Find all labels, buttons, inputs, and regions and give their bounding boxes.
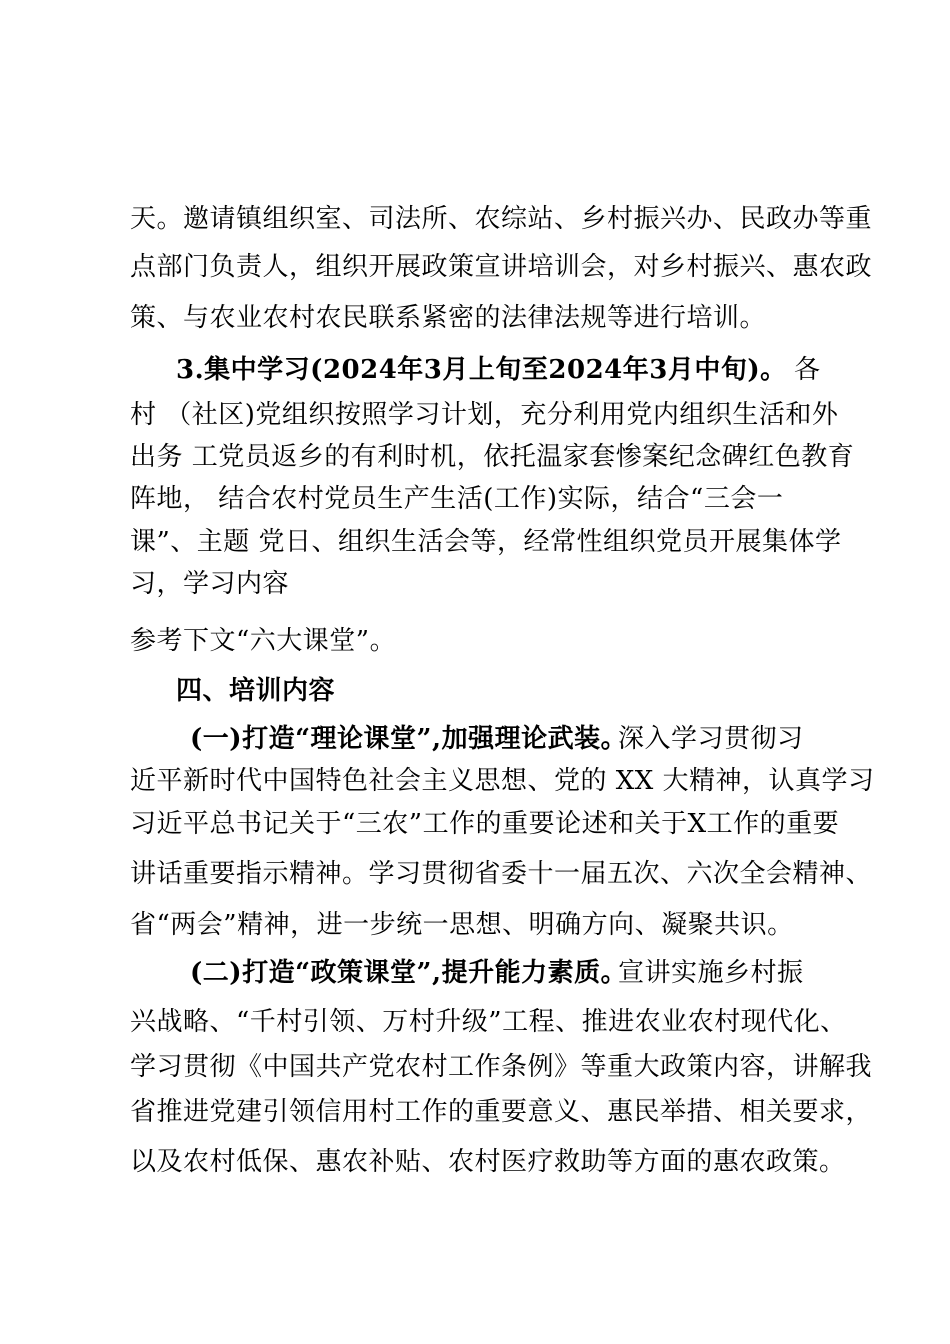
paragraph-line: 习，学习内容 — [130, 569, 290, 599]
subheading-policy-classroom: (二)打造“政策课堂”,提升能力素质。 — [190, 958, 628, 988]
paragraph-line: 近平新时代中国特色社会主义思想、党的 XX 大精神，认真学习 — [130, 766, 875, 796]
paragraph-line: 习近平总书记关于“三农”工作的重要论述和关于X工作的重要 — [130, 809, 840, 839]
paragraph-line: 学习贯彻《中国共产党农村工作条例》等重大政策内容，讲解我 — [130, 1052, 873, 1082]
paragraph-line: 出务 工党员返乡的有利时机，依托温家套惨案纪念碑红色教育 — [130, 442, 855, 472]
section-heading-collective-study: 3.集中学习(2024年3月上旬至2024年3月中旬)。 — [176, 355, 787, 385]
paragraph-text: 宣讲实施乡村振 — [618, 958, 804, 988]
paragraph-text: 深入学习贯彻习 — [618, 724, 804, 754]
paragraph-line: 省“两会”精神，进一步统一思想、明确方向、凝聚共识。 — [130, 910, 794, 940]
paragraph-line: 课”、主题 党日、组织生活会等，经常性组织党员开展集体学 — [130, 527, 842, 557]
paragraph-line: 点部门负责人，组织开展政策宣讲培训会，对乡村振兴、惠农政 — [130, 252, 873, 282]
paragraph-line: 以及农村低保、惠农补贴、农村医疗救助等方面的惠农政策。 — [130, 1147, 846, 1177]
paragraph-line: 阵地， 结合农村党员生产生活(工作)实际，结合“三会一 — [130, 484, 784, 514]
paragraph-line: 讲话重要指示精神。学习贯彻省委十一届五次、六次全会精神、 — [130, 859, 873, 889]
section-heading-training-content: 四、培训内容 — [176, 676, 336, 706]
paragraph-line: 天。邀请镇组织室、司法所、农综站、乡村振兴办、民政办等重 — [130, 204, 873, 234]
paragraph-line: 参考下文“六大课堂”。 — [130, 626, 397, 656]
paragraph-line: 省推进党建引领信用村工作的重要意义、惠民举措、相关要求， — [130, 1097, 873, 1127]
paragraph-line: 村 （社区)党组织按照学习计划，充分利用党内组织生活和外 — [130, 400, 839, 430]
subheading-theory-classroom: (一)打造“理论课堂”,加强理论武装。 — [190, 724, 628, 754]
paragraph-line: 策、与农业农村农民联系紧密的法律法规等进行培训。 — [130, 303, 767, 333]
paragraph-line: 兴战略、“千村引领、万村升级”工程、推进农业农村现代化、 — [130, 1007, 847, 1037]
paragraph-text: 各 — [794, 355, 821, 385]
